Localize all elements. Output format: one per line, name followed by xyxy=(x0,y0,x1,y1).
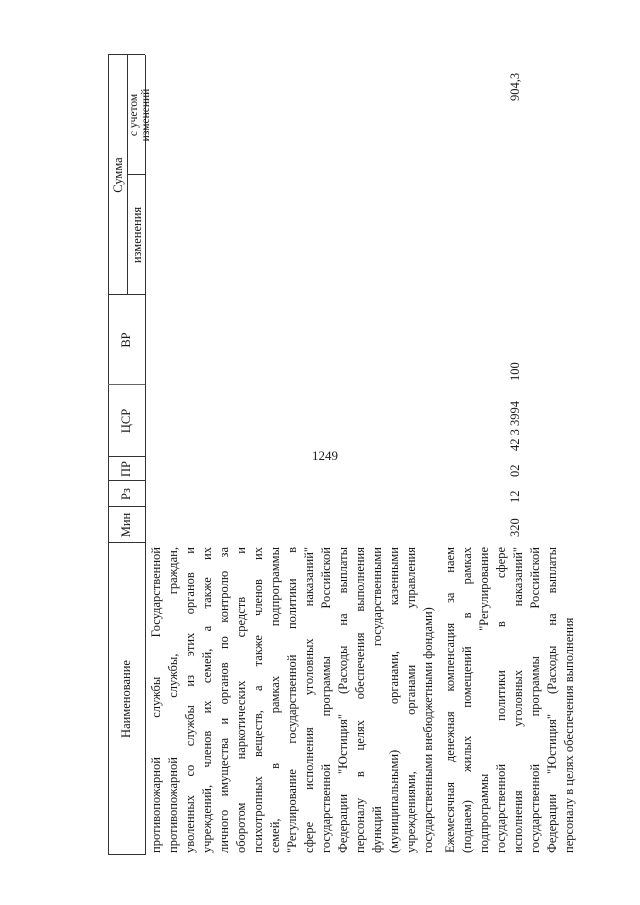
row2-vr: 100 xyxy=(508,362,522,381)
row2-name-line: (поднаем) жилых помещений в рамках xyxy=(460,547,474,853)
row2-min: 320 xyxy=(508,518,522,537)
row2-name xyxy=(442,547,578,853)
row1-name-line: сфере исполнения уголовных наказаний" xyxy=(302,547,316,853)
header-name: Наименование xyxy=(119,660,133,738)
row2-rz: 12 xyxy=(508,490,522,503)
header-with-changes xyxy=(128,55,152,175)
row1-name-line: личного имущества и органов по контролю за xyxy=(217,547,231,853)
row2-name-line: подпрограммы "Регулирование xyxy=(477,547,491,853)
row1-name-line: государственной программы Российской xyxy=(319,547,333,853)
row1-name-line: персоналу в целях обеспечения выполнения xyxy=(353,547,367,853)
row1-name-line: государственными внебюджетными фондами) xyxy=(421,607,435,853)
rotated-table-page xyxy=(20,55,576,855)
row2-name-line: государственной политики в сфере xyxy=(494,547,508,853)
row1-name-line: семей, в рамках подпрограммы xyxy=(268,547,282,853)
header-pr: ПР xyxy=(119,461,133,477)
row1-name-line: оборотом наркотических средств и xyxy=(234,547,248,853)
header-with-changes-line1: с учетом xyxy=(128,93,140,137)
row2-name-line: государственной программы Российской xyxy=(528,547,542,853)
row1-name-line: функций государственными xyxy=(370,547,384,853)
row1-name-line: Федерации "Юстиция" (Расходы на выплаты xyxy=(336,547,350,853)
row1-name-line: учреждений, членов их семей, а также их xyxy=(200,547,214,853)
row2-name-line: Ежемесячная денежная компенсация за наем xyxy=(443,547,457,853)
header-sum: Сумма xyxy=(111,157,125,193)
header-with-changes-line2: изменений xyxy=(140,88,152,142)
row1-name-line: противопожарной службы, граждан, xyxy=(166,547,180,853)
header-min: Мин xyxy=(119,512,133,538)
row1-name-line: противопожарной службы Государственной xyxy=(149,547,163,853)
header-vr: ВР xyxy=(119,332,133,348)
row1-name-line: уволенных со службы из этих органов и xyxy=(183,547,197,853)
row2-name-line: Федерации "Юстиция" (Расходы на выплаты xyxy=(545,547,559,853)
row1-name-line: "Регулирование государственной политики в xyxy=(285,547,299,853)
row2-name-line: персоналу в целях обеспечения выполнения xyxy=(562,617,576,853)
header-rz: Рз xyxy=(119,488,133,500)
page-number: 1249 xyxy=(312,448,338,463)
row1-name-line: учреждениями, органами управления xyxy=(404,547,418,853)
row1-name-line: (муниципальными) органами, казенными xyxy=(387,547,401,853)
header-csr: ЦСР xyxy=(119,408,133,434)
row2-csr: 42 3 3994 xyxy=(508,401,522,451)
header-changes: изменения xyxy=(130,206,144,264)
table-top-border xyxy=(108,55,109,855)
row2-pr: 02 xyxy=(508,464,522,477)
row1-name xyxy=(148,547,437,853)
row2-with-changes: 904,3 xyxy=(508,72,522,101)
header-bottom-border xyxy=(145,55,146,855)
row1-name-line: психотропных веществ, а также членов их xyxy=(251,547,265,853)
row2-name-line: исполнения уголовных наказаний" xyxy=(511,547,525,853)
